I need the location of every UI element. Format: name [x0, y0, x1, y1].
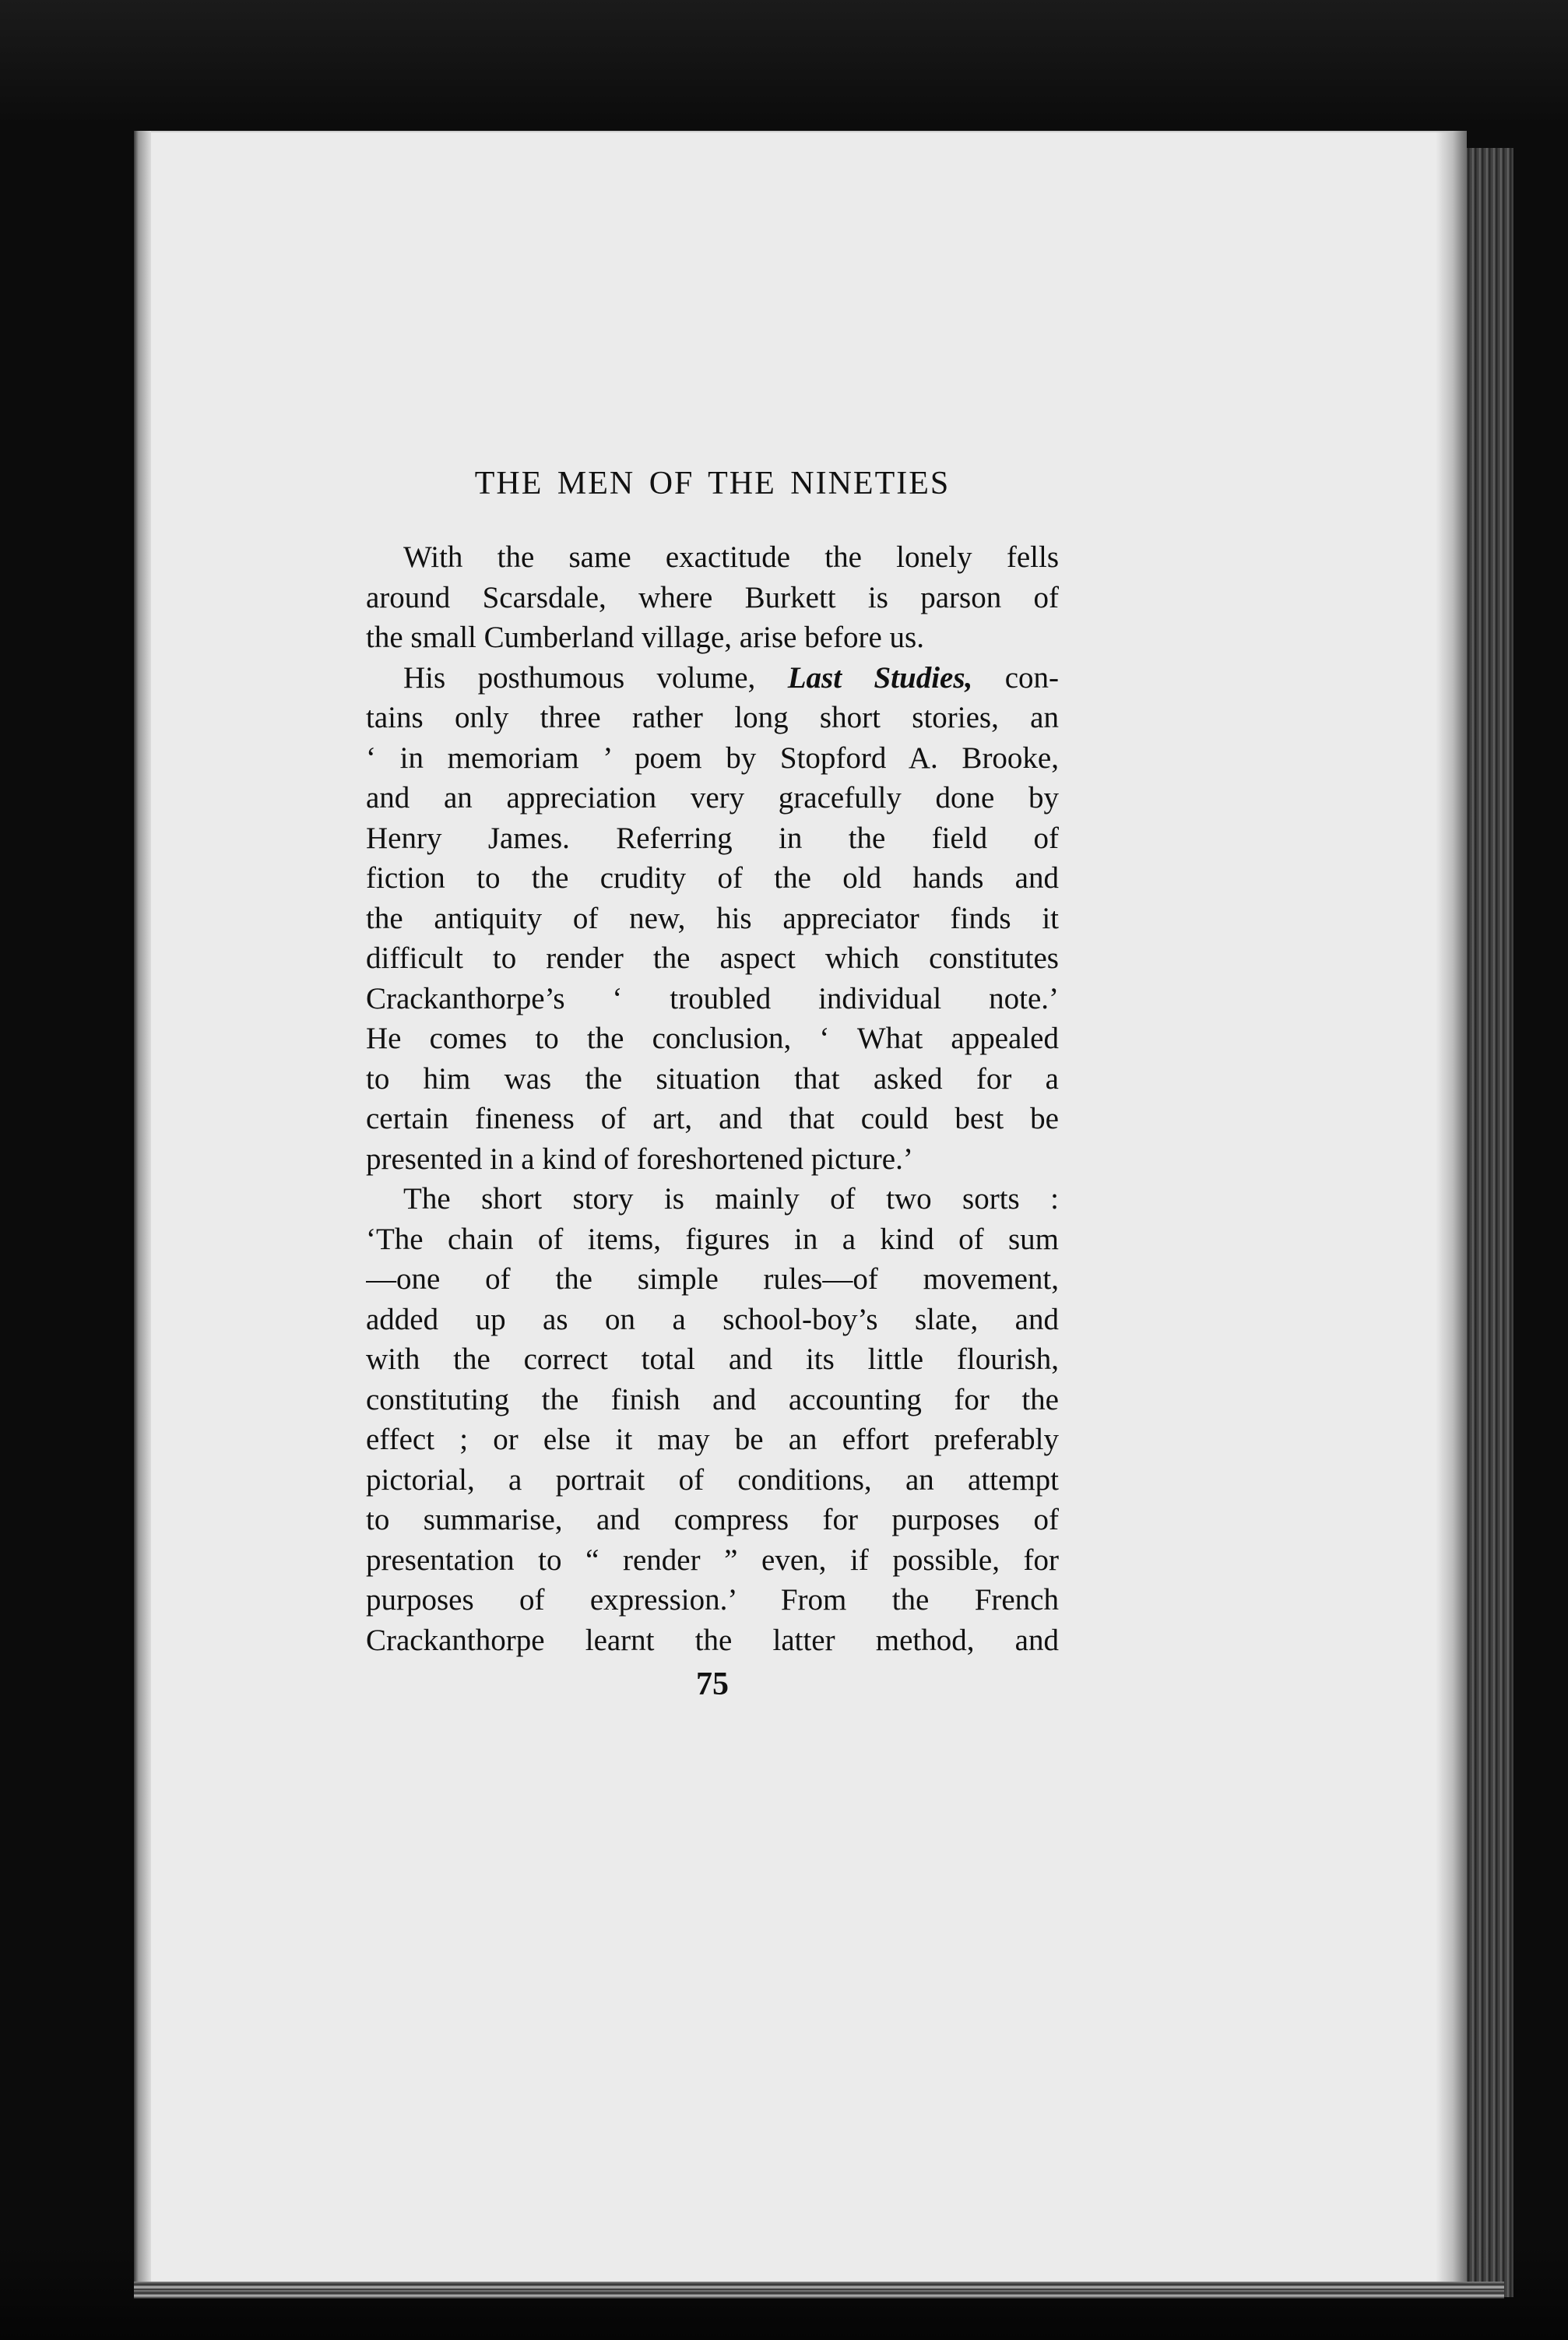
text-line: constituting the finish and accounting for the — [366, 1382, 1059, 1416]
text-line: around Scarsdale, where Burkett is parson of — [366, 580, 1059, 614]
page-bottom-edge — [134, 2282, 1504, 2299]
text-line: purposes of expression.’ From the French — [366, 1583, 1059, 1617]
text-line: to him was the situation that asked for a — [366, 1061, 1059, 1096]
text-line: certain fineness of art, and that could best be — [366, 1102, 1059, 1135]
paragraph-3 — [366, 1179, 1059, 1660]
text-line: ‘The chain of items, figures in a kind of sum — [366, 1222, 1059, 1256]
text-line: The short story is mainly of two sorts : — [403, 1182, 1059, 1216]
book-title: Last Studies, — [787, 660, 973, 695]
text-line: to summarise, and compress for purposes of — [366, 1503, 1059, 1536]
text-line: pictorial, a portrait of conditions, an attempt — [366, 1462, 1059, 1497]
text-line: —one of the simple rules—of movement, — [366, 1262, 1059, 1296]
text-line: difficult to render the aspect which constitutes — [366, 941, 1059, 975]
page-number: 75 — [696, 1666, 729, 1702]
text-line: the antiquity of new, his appreciator finds it — [366, 901, 1059, 935]
text-line: with the correct total and its little flourish, — [366, 1342, 1059, 1376]
page-stack-edges — [1464, 148, 1514, 2297]
text-line: the small Cumberland village, arise before us. — [366, 621, 924, 654]
running-head: THE MEN OF THE NINETIES — [474, 466, 951, 501]
text-line: Crackanthorpe learnt the latter method, and — [366, 1623, 1059, 1657]
text-line: ‘ in memoriam ’ poem by Stopford A. Brooke, — [366, 741, 1059, 775]
text-line: effect ; or else it may be an effort preferably — [366, 1423, 1059, 1456]
text-line: and an appreciation very gracefully done by — [366, 781, 1059, 815]
text-block — [366, 467, 1059, 1701]
paragraph-2 — [366, 658, 1059, 1180]
text-line: With the same exactitude the lonely fells — [403, 540, 1059, 574]
text-line: Henry James. Referring in the field of — [366, 821, 1059, 855]
text-line: Crackanthorpe’s ‘ troubled individual note.’ — [366, 981, 1059, 1015]
text-line: His posthumous volume, Last Studies, con- — [403, 660, 1059, 695]
text-line: presented in a kind of foreshortened picture.’ — [366, 1142, 913, 1176]
text-line: presentation to “ render ” even, if possible, for — [366, 1543, 1059, 1577]
text-line: He comes to the conclusion, ‘ What appealed — [366, 1022, 1059, 1055]
text-line: tains only three rather long short stories, an — [366, 701, 1059, 734]
text-line: added up as on a school-boy’s slate, and — [366, 1302, 1059, 1336]
paragraph-1 — [366, 537, 1059, 658]
text-line: fiction to the crudity of the old hands and — [366, 861, 1059, 895]
